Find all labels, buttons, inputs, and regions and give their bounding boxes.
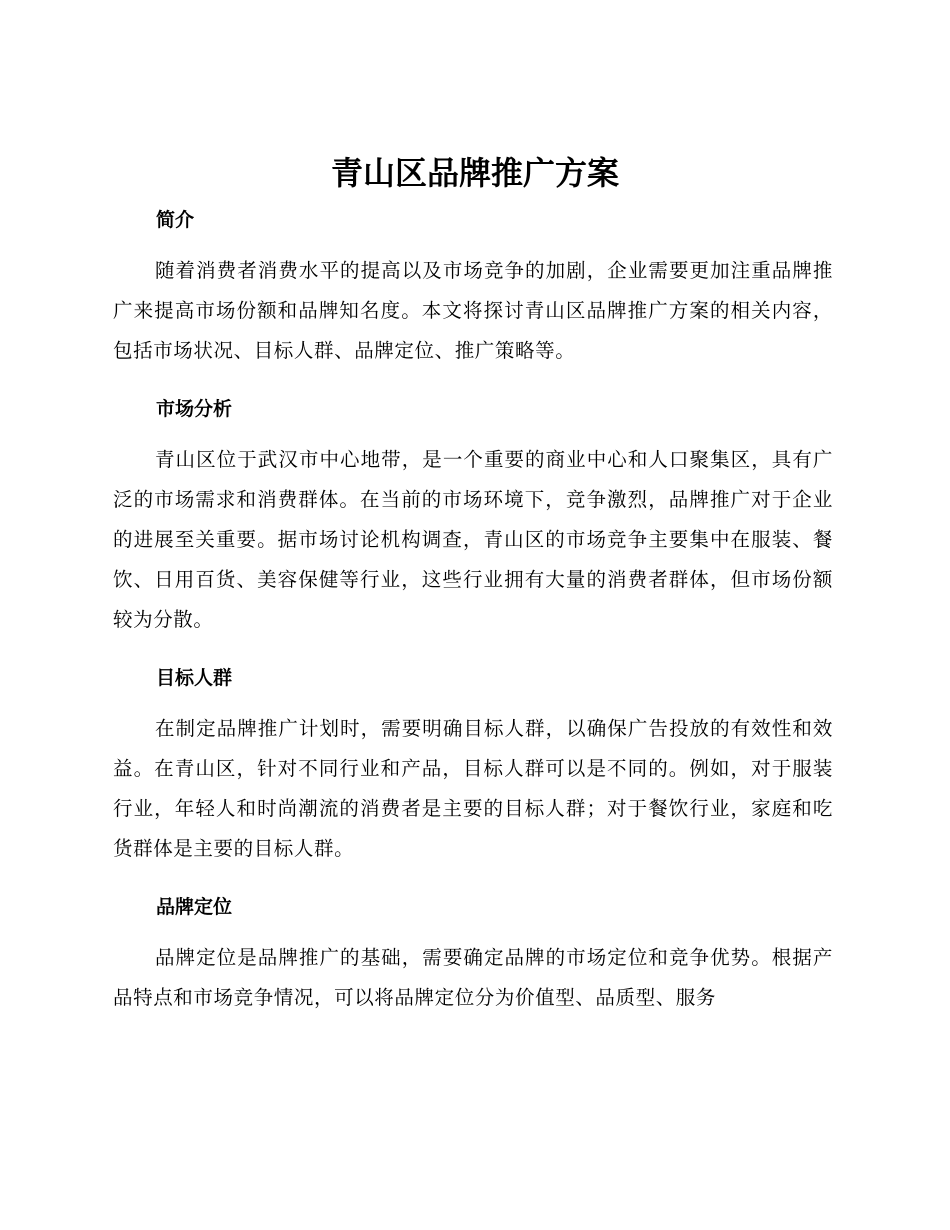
- section-heading: 市场分析: [156, 398, 233, 420]
- section-brand-positioning: [113, 887, 833, 1018]
- section-heading: 简介: [156, 209, 195, 231]
- section-paragraph: 品牌定位是品牌推广的基础，需要确定品牌的市场定位和竞争优势。根据产品特点和市场竞争情况，可以将品牌定位分为价值型、品质型、服务: [113, 946, 833, 1009]
- section-paragraph: 青山区位于武汉市中心地带，是一个重要的商业中心和人口聚集区，具有广泛的市场需求和消费群体。在当前的市场环境下，竞争激烈，品牌推广对于企业的进展至关重要。据市场讨论机构调查，青山区的市场竞争主要集中在服装、餐饮、日用百货、美容保健等行业，这些行业拥有大量的消费者群体，但市场份额较为分散。: [113, 448, 833, 631]
- section-paragraph: 在制定品牌推广计划时，需要明确目标人群，以确保广告投放的有效性和效益。在青山区，针对不同行业和产品，目标人群可以是不同的。例如，对于服装行业，年轻人和时尚潮流的消费者是主要的目标人群；对于餐饮行业，家庭和吃货群体是主要的目标人群。: [113, 717, 833, 860]
- section-heading: 品牌定位: [156, 896, 233, 918]
- section-heading: 目标人群: [156, 667, 233, 689]
- section-paragraph: 随着消费者消费水平的提高以及市场竞争的加剧，企业需要更加注重品牌推广来提高市场份额和品牌知名度。本文将探讨青山区品牌推广方案的相关内容，包括市场状况、目标人群、品牌定位、推广策略等。: [113, 259, 833, 362]
- document-title: 青山区品牌推广方案: [330, 154, 619, 192]
- section-market-analysis: [113, 389, 833, 640]
- section-intro: [113, 200, 833, 371]
- section-target-audience: [113, 658, 833, 869]
- document-body: [113, 200, 833, 1036]
